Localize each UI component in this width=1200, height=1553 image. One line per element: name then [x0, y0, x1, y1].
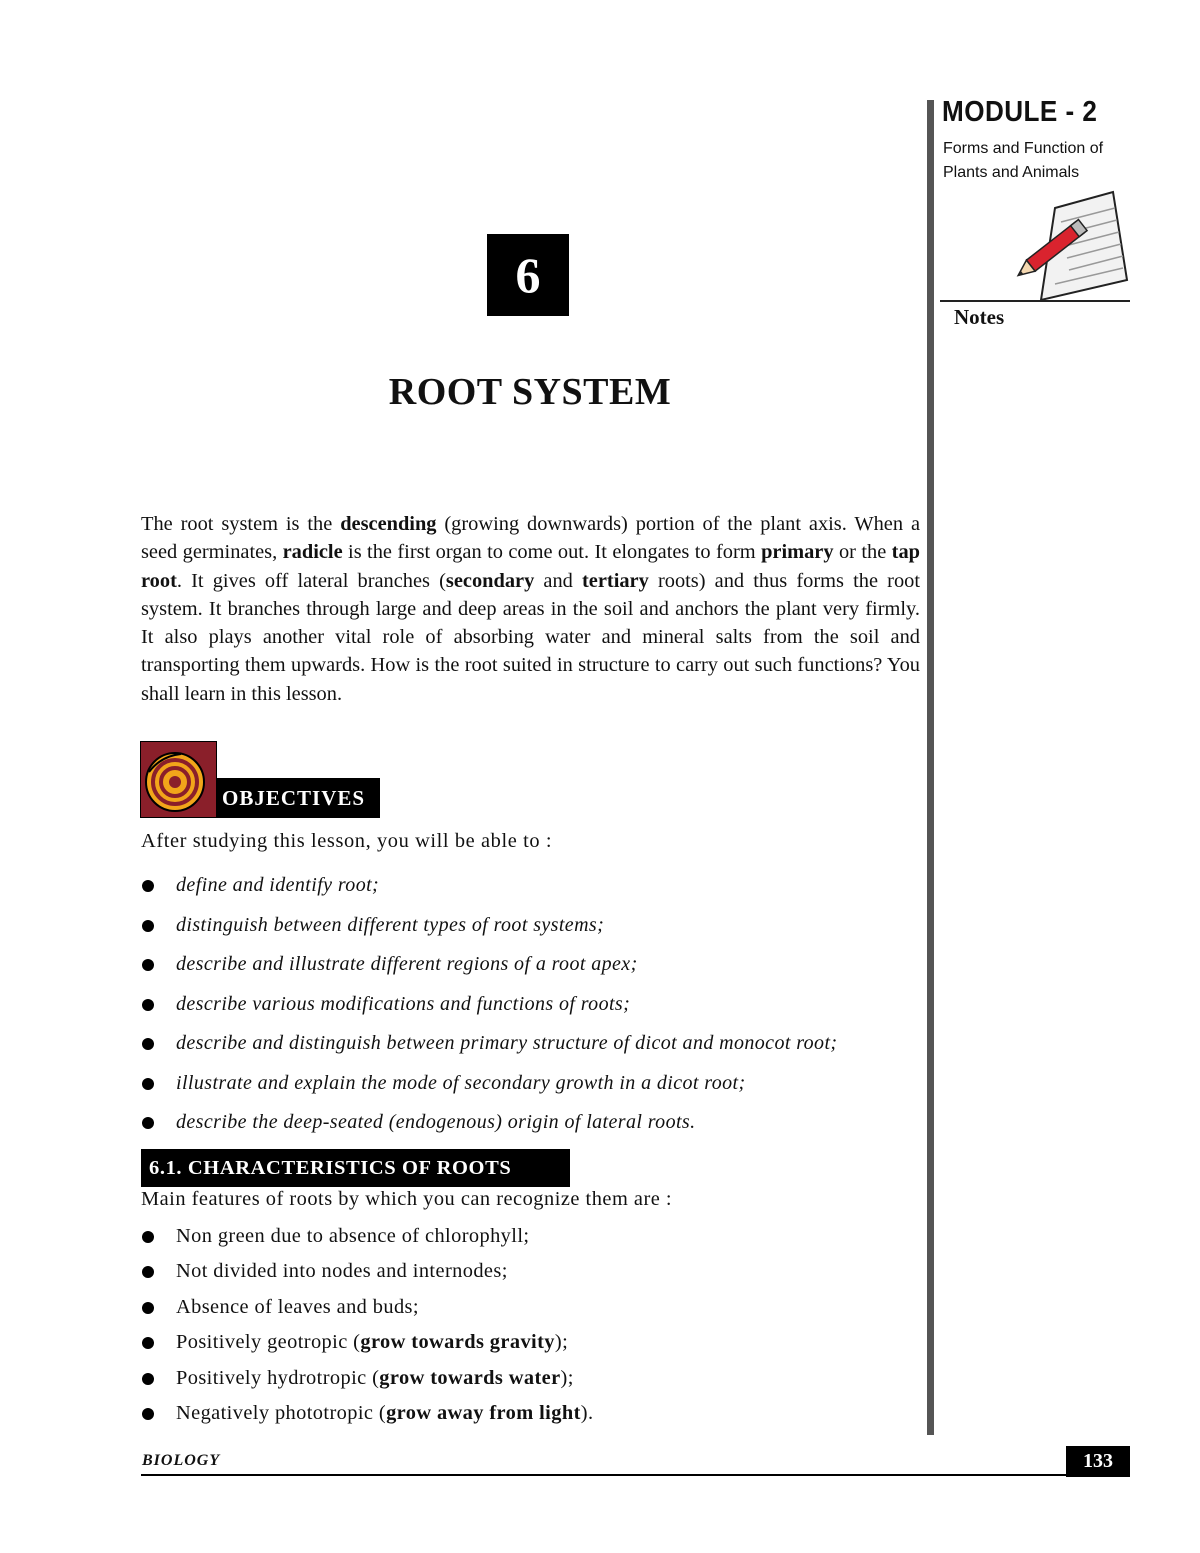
- list-item: describe various modifications and functions of roots;: [141, 986, 931, 1026]
- list-item: Non green due to absence of chlorophyll;: [141, 1220, 593, 1255]
- list-item: Positively geotropic (grow towards gravity);: [141, 1326, 593, 1361]
- notes-divider: [940, 300, 1130, 302]
- list-item: describe and illustrate different regions of a root apex;: [141, 946, 931, 986]
- notes-label: Notes: [954, 305, 1005, 329]
- list-item: illustrate and explain the mode of secondary growth in a dicot root;: [141, 1065, 931, 1105]
- bullet-icon: [142, 999, 154, 1011]
- footer-subject: BIOLOGY: [142, 1452, 221, 1469]
- bullet-icon: [142, 920, 154, 932]
- list-item: Negatively phototropic (grow away from light).: [141, 1397, 593, 1432]
- bullet-icon: [142, 880, 154, 892]
- bullet-icon: [142, 1038, 154, 1050]
- bullet-icon: [142, 1302, 154, 1314]
- intro-paragraph: The root system is the descending (growing downwards) portion of the plant axis. When a seed germinates, radicle is the first organ to come out. It elongates to form primary or the tap root. It gives off lateral branches (secondary and tertiary roots) and thus forms the root system. It branches through large and deep areas in the soil and anchors the plant very firmly. It also plays another vital role of absorbing water and mineral salts from the soil and transporting them upwards. How is the root suited in structure to carry out such functions? You shall learn in this lesson.: [141, 513, 920, 705]
- list-item: Positively hydrotropic (grow towards water);: [141, 1362, 593, 1397]
- page-number: 133: [1066, 1446, 1130, 1477]
- bullet-icon: [142, 1337, 154, 1349]
- margin-vertical-rule: [927, 100, 934, 1435]
- chapter-number: 6: [487, 234, 569, 316]
- footer-rule: [141, 1474, 1130, 1476]
- bullet-icon: [142, 1231, 154, 1243]
- list-item: Not divided into nodes and internodes;: [141, 1255, 593, 1290]
- features-list: [141, 1220, 593, 1432]
- chapter-title: ROOT SYSTEM: [388, 371, 672, 413]
- objectives-list: [141, 867, 931, 1144]
- section-intro: Main features of roots by which you can recognize them are :: [141, 1188, 673, 1210]
- bullet-icon: [142, 1078, 154, 1090]
- notepad-pencil-icon: [1015, 188, 1135, 313]
- section-heading: 6.1. CHARACTERISTICS OF ROOTS: [141, 1149, 570, 1187]
- list-item: define and identify root;: [141, 867, 931, 907]
- module-title: MODULE - 2: [942, 96, 1098, 128]
- bullet-icon: [142, 1373, 154, 1385]
- list-item: describe the deep-seated (endogenous) origin of lateral roots.: [141, 1104, 931, 1144]
- objectives-intro: After studying this lesson, you will be able to :: [141, 830, 553, 852]
- list-item: distinguish between different types of root systems;: [141, 907, 931, 947]
- bullet-icon: [142, 1117, 154, 1129]
- bullet-icon: [142, 1408, 154, 1420]
- list-item: describe and distinguish between primary structure of dicot and monocot root;: [141, 1025, 931, 1065]
- target-spiral-icon: [140, 741, 217, 818]
- bullet-icon: [142, 959, 154, 971]
- module-subtitle: Forms and Function of Plants and Animals: [943, 140, 1104, 181]
- objectives-heading: OBJECTIVES: [217, 778, 380, 818]
- list-item: Absence of leaves and buds;: [141, 1291, 593, 1326]
- bullet-icon: [142, 1266, 154, 1278]
